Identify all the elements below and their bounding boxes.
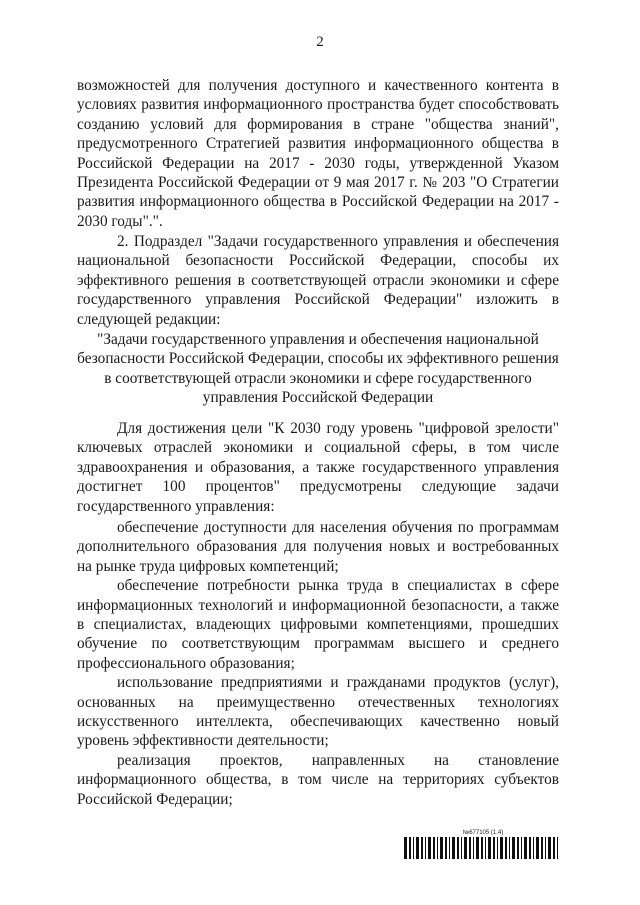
list-item: реализация проектов, направленных на становление информационного общества, в том числе на территориях субъектов Российской Федерации; xyxy=(77,751,559,808)
task-list xyxy=(77,518,559,809)
barcode-code: №677105 (1.4) xyxy=(462,830,504,836)
list-item: обеспечение потребности рынка труда в специалистах в сфере информационных технологий и информационной безопасности, а также в специалистах, владеющих цифровыми компетенциями, прошедших обучение по соответствующим программам высшего и среднего профессионального образования; xyxy=(77,577,559,672)
page-number: 2 xyxy=(316,34,324,50)
list-item: обеспечение доступности для населения обучения по программам дополнительного образования для получения новых и востребованных на рынке труда цифровых компетенций; xyxy=(77,519,559,575)
list-item: использование предприятиями и гражданами продуктов (услуг), основанных на преимущественно отечественных технологиях искусственного интеллекта, обеспечивающих качественно новый уровень эффективности деятельности; xyxy=(77,674,559,750)
paragraph-intro: возможностей для получения доступного и качественного контента в условиях развития информационного пространства будет способствовать созданию условий для формирования в стране "общества знаний", предусмотренного Стратегией развития информационного общества в Российской Федерации на 2017 - 2030 годы, утвержденной Указом Президента Российской Федерации от 9 мая 2017 г. № 203 "О Стратегии развития информационного общества в Российской Федерации на 2017 - 2030 годы".". xyxy=(77,77,559,230)
paragraph-item-2: 2. Подраздел "Задачи государственного управления и обеспечения национальной безопасности Российской Федерации, способы их эффективного решения в соответствующей отрасли экономики и сфере государственного управления Российской Федерации" изложить в следующей редакции: xyxy=(77,233,559,328)
subsection-heading: "Задачи государственного управления и обеспечения национальной безопасности Российской Федерации, способы их эффективного решения в соответствующей отрасли экономики и сфере государственного управления Российской Федерации xyxy=(77,331,559,407)
barcode-icon xyxy=(404,837,562,859)
paragraph-goal: Для достижения цели "К 2030 году уровень "цифровой зрелости" ключевых отраслей экономики и социальной сферы, в том числе здравоохранения и образования, а также государственного управления достигнет 100 процентов" предусмотрены следующие задачи государственного управления: xyxy=(77,420,559,515)
barcode-block xyxy=(404,830,562,859)
